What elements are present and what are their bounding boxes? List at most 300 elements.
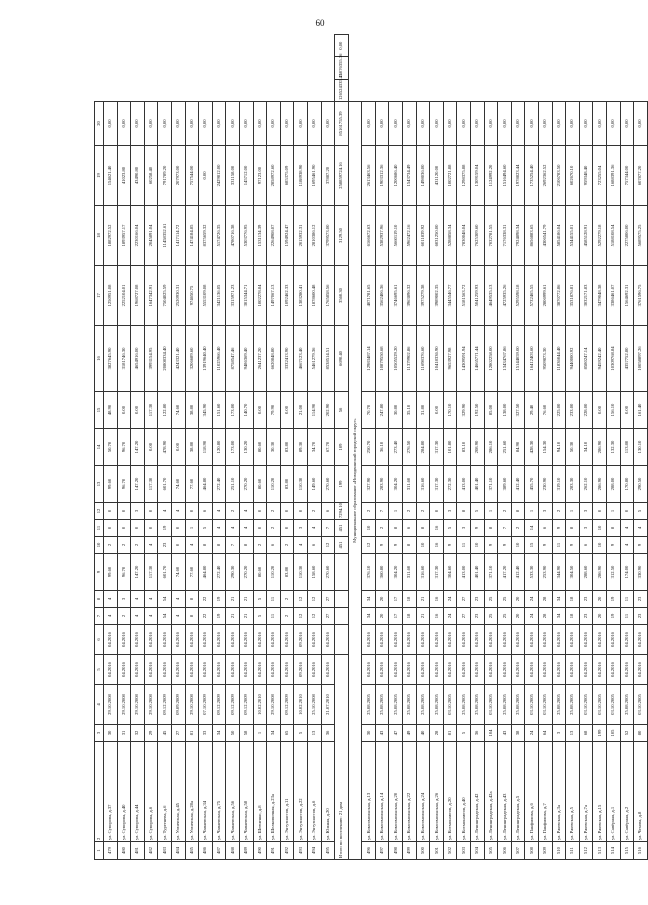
table-row [294, 35, 308, 860]
table-cell: 147.20 [131, 466, 145, 503]
table-cell: 4 [620, 537, 634, 554]
table-cell: 5732465.55 [525, 266, 539, 326]
table-cell: 199 [335, 466, 349, 503]
table-cell: 3975279.38 [416, 266, 430, 326]
table-cell: 7 [95, 608, 104, 625]
table-cell: 485 [185, 842, 199, 860]
table-cell: 9 [471, 520, 485, 537]
table-row [375, 35, 389, 860]
table-cell: 3562406.36 [375, 266, 389, 326]
table-cell: 283.30 [566, 466, 580, 503]
table-cell: 4 [104, 591, 118, 608]
table-cell: 228.00 [579, 392, 593, 429]
table-cell: 2 [131, 537, 145, 554]
table-cell: 959348.40 [579, 146, 593, 206]
table-cell: 45 [158, 725, 172, 742]
table-cell: ул. Чапаевская, д.75 [212, 742, 226, 842]
table-cell: 20 [375, 608, 389, 625]
table-cell: 5553109.08 [199, 266, 213, 326]
table-cell: 16 [430, 608, 444, 625]
table-cell: ул. Чехова, д.8 [634, 742, 648, 842]
table-cell: 371.10 [484, 554, 498, 591]
table-cell: 311.60 [403, 466, 417, 503]
table-cell: 5288858.34 [443, 206, 457, 266]
table-cell: 288.60 [579, 554, 593, 591]
table-cell: 04.2016 [158, 625, 172, 655]
table-cell: 317.30 [430, 466, 444, 503]
table-cell: 25.08.2005 [403, 685, 417, 725]
table-cell: 345.90 [199, 392, 213, 429]
table-cell: 114.90 [307, 392, 321, 429]
table-cell: ул. Ржевская, д.3а [552, 742, 566, 842]
table-cell: 0.00 [280, 392, 294, 429]
table-cell: 3746695.61 [389, 266, 403, 326]
table-cell: 04.2016 [239, 655, 253, 685]
table-cell: 3963896.32 [403, 266, 417, 326]
table-cell: 6031250.00 [430, 206, 444, 266]
table-cell: 1200686.40 [389, 146, 403, 206]
table-cell: 0,00 [307, 102, 321, 146]
table-row [185, 35, 199, 860]
table-cell: 515 [620, 842, 634, 860]
table-cell: 03.10.2005 [525, 685, 539, 725]
table-cell: 85.00 [484, 392, 498, 429]
table-cell: 04.2016 [131, 655, 145, 685]
table-cell: 04.2016 [199, 655, 213, 685]
table-cell: 03.10.2005 [634, 685, 648, 725]
table-cell: 8 [566, 520, 580, 537]
table-cell: 10 [95, 537, 104, 554]
table-cell [335, 625, 349, 655]
table-cell: 0,00 [498, 102, 512, 146]
table-cell: 34 [552, 608, 566, 625]
table-cell: 04.2016 [552, 625, 566, 655]
table-cell: 60258.40 [144, 146, 158, 206]
table-cell: 120.80 [212, 429, 226, 466]
table-cell: 389.60 [498, 466, 512, 503]
table-cell: 1878600.48 [307, 266, 321, 326]
table-cell: 9653927.98 [443, 326, 457, 392]
table-cell: 20 [593, 591, 607, 608]
table-cell: 104 [484, 725, 498, 742]
table-cell: 27 [171, 725, 185, 742]
table-cell: 04.2016 [212, 655, 226, 685]
table-cell: 25 [498, 608, 512, 625]
table-cell: 13 [307, 725, 321, 742]
table-cell: 83.80 [280, 466, 294, 503]
table-cell: 3 [579, 520, 593, 537]
table-cell: 09.09.2009 [171, 685, 185, 725]
table-cell: 492 [280, 842, 294, 860]
table-cell: 0.00 [593, 392, 607, 429]
table-cell: 0 [171, 537, 185, 554]
table-cell: 4 [212, 503, 226, 520]
table-cell: 04.2016 [307, 625, 321, 655]
table-cell: 04.2016 [239, 625, 253, 655]
table-cell: 24 [525, 591, 539, 608]
table-cell: 0,00 [579, 102, 593, 146]
table-cell: 3 [552, 725, 566, 742]
table-cell: 479 [104, 842, 118, 860]
table-cell: 1124992.20 [484, 146, 498, 206]
table-cell: 41023.80 [117, 146, 131, 206]
table-cell: 109 [335, 429, 349, 466]
table-cell: 0.00 [620, 392, 634, 429]
table-cell: 11458352.61 [158, 206, 172, 266]
table-cell: 4 [144, 608, 158, 625]
table-cell: 513 [593, 842, 607, 860]
table-row [620, 35, 634, 860]
table-cell: 2015932.31 [294, 206, 308, 266]
table-cell: 1978823.44 [511, 146, 525, 206]
table-cell: 12 [362, 537, 376, 554]
table-cell: ул. Комсомольская, д.20 [389, 742, 403, 842]
table-cell: 96.70 [117, 429, 131, 466]
table-cell: ул. Суворова, д.40 [117, 742, 131, 842]
table-cell: 13919640.40 [199, 326, 213, 392]
table-cell: 04.2016 [593, 625, 607, 655]
table-cell: 32 [131, 725, 145, 742]
table-cell: 0 [117, 503, 131, 520]
table-cell: 5344155.01 [566, 206, 580, 266]
table-cell: 24 [525, 608, 539, 625]
table-cell: 412.40 [511, 466, 525, 503]
table-cell: 491 [267, 842, 281, 860]
table-cell: 34 [362, 591, 376, 608]
table-cell: 0.00 [253, 392, 267, 429]
table-cell: 9 [389, 537, 403, 554]
table-cell: 5303776.95 [239, 206, 253, 266]
table-cell: 19 [606, 591, 620, 608]
table-cell: 21 [239, 608, 253, 625]
table-cell: 20 [511, 591, 525, 608]
table-cell: 412.40 [511, 554, 525, 591]
table-cell: 161.40 [634, 392, 648, 429]
table-cell: 158.60 [307, 554, 321, 591]
table-cell: 04.2016 [226, 655, 240, 685]
table-cell: 304.50 [566, 554, 580, 591]
total-row [335, 35, 349, 860]
table-cell: 4 [171, 591, 185, 608]
table-cell: 83.10 [457, 429, 471, 466]
table-cell: ул. Суворова, д.44 [131, 742, 145, 842]
table-cell: ул. Шевченко, д.8 [253, 742, 267, 842]
table-cell: 1417114.72 [171, 206, 185, 266]
table-cell: 4071781.65 [362, 266, 376, 326]
table-cell: 512 [579, 842, 593, 860]
table-cell: 1 [185, 520, 199, 537]
table-cell: 04.2016 [389, 625, 403, 655]
table-cell: 6 [321, 503, 335, 520]
table-cell: 8 [185, 591, 199, 608]
table-cell: 09.12.2009 [280, 685, 294, 725]
table-cell: 4243321.40 [171, 326, 185, 392]
table-cell: 1 [484, 503, 498, 520]
table-cell: 04.2016 [307, 655, 321, 685]
table-cell: 2 [117, 537, 131, 554]
table-cell: 25.08.2005 [416, 685, 430, 725]
table-cell: 0 [280, 520, 294, 537]
table-cell: 04.2016 [321, 655, 335, 685]
table-cell: 170.10 [443, 392, 457, 429]
table-cell: 09.12.2009 [158, 685, 172, 725]
table-cell: 273.40 [389, 429, 403, 466]
table-cell: 3 [117, 591, 131, 608]
table-cell: 04.2016 [416, 655, 430, 685]
table-cell: 4 [95, 685, 104, 725]
table-cell: ул. Угличская, д.28а [185, 742, 199, 842]
table-cell: 757344.00 [620, 146, 634, 206]
table-cell: 6620848.80 [267, 326, 281, 392]
table-cell: 47 [389, 725, 403, 742]
table-cell: 3386461.07 [606, 266, 620, 326]
table-cell: 04.2016 [171, 655, 185, 685]
table-cell: 68 [579, 725, 593, 742]
table-cell: 0 [144, 503, 158, 520]
table-cell: 74.60 [171, 392, 185, 429]
table-cell: 23 [579, 591, 593, 608]
table-cell: 25.08.2005 [566, 685, 580, 725]
table-cell: 2 [552, 503, 566, 520]
table-cell: 0,00 [389, 102, 403, 146]
table-cell: 6 [267, 537, 281, 554]
table-cell: 50.70 [104, 429, 118, 466]
table-cell: 11 [620, 608, 634, 625]
table-cell: 2252104.01 [117, 266, 131, 326]
table-cell: 04.2016 [498, 625, 512, 655]
table-cell: 04.2016 [443, 625, 457, 655]
table-cell: 0.00 [430, 392, 444, 429]
table-cell: 5292279.18 [593, 206, 607, 266]
table-cell: 304.60 [443, 554, 457, 591]
table-cell: 4 [307, 520, 321, 537]
table-cell: 3 [95, 725, 104, 742]
table-cell: 04.2016 [634, 655, 648, 685]
table-cell: 498 [389, 842, 403, 860]
table-cell: ул. Космонавтов, д.40 [457, 742, 471, 842]
table-cell: 11 [267, 608, 281, 625]
table-cell: 03.10.2005 [606, 685, 620, 725]
table-cell: 04.2016 [593, 655, 607, 685]
table-cell: 37887.20 [321, 146, 335, 206]
table-cell: 8758547.46 [226, 326, 240, 392]
table-cell: 4357752.80 [620, 326, 634, 392]
table-cell: 481 [131, 842, 145, 860]
table-cell: 4 [634, 520, 648, 537]
table-cell: 19 [212, 591, 226, 608]
table-cell: 35.10 [403, 392, 417, 429]
table-cell: 5962472.16 [403, 206, 417, 266]
table-cell: 7032781.55 [484, 206, 498, 266]
table-cell: 4 [144, 591, 158, 608]
table-cell: ул. Чапаевская, д.56 [226, 742, 240, 842]
table-cell: 15 [525, 537, 539, 554]
table-cell: 431120.00 [430, 146, 444, 206]
table-cell: 2 [403, 503, 417, 520]
table-cell: ул. Чапаевская, д.34 [199, 742, 213, 842]
table-cell: 276.50 [403, 429, 417, 466]
table-row [239, 35, 253, 860]
table-cell: 79.90 [267, 392, 281, 429]
table-cell: 3 [457, 520, 471, 537]
table-cell: 0 [294, 503, 308, 520]
table-cell: 3421136.05 [212, 266, 226, 326]
table-cell: 502 [443, 842, 457, 860]
table-cell: 272.40 [212, 554, 226, 591]
table-cell: 6 [95, 625, 104, 655]
table-row [593, 35, 607, 860]
table-row [171, 35, 185, 860]
table-cell: 0,00 [566, 102, 580, 146]
table-cell: 14 [95, 429, 104, 466]
table-cell: 07.10.2009 [199, 685, 213, 725]
table-cell: 2 [117, 608, 131, 625]
table-cell: 497 [375, 842, 389, 860]
table-cell: 20808334.40 [158, 326, 172, 392]
table-cell: 319.10 [552, 466, 566, 503]
table-cell: 2429812.00 [212, 146, 226, 206]
table-cell: 14665771.44 [471, 326, 485, 392]
table-cell: 0,00 [212, 102, 226, 146]
table-cell: 03.10.2005 [539, 685, 553, 725]
table-cell: 5854186.04 [552, 206, 566, 266]
table-cell: 974650.75 [185, 266, 199, 326]
table-cell: 192.50 [471, 392, 485, 429]
table-cell: 101.80 [443, 429, 457, 466]
table-cell: 04.2016 [185, 625, 199, 655]
table-cell: 74.60 [171, 554, 185, 591]
table-cell: 3989002.35 [430, 266, 444, 326]
table-row [280, 35, 294, 860]
table-cell: 9 [95, 554, 104, 591]
table-cell: 317.30 [430, 429, 444, 466]
table-cell: 4 [239, 520, 253, 537]
table-cell: 9 [539, 537, 553, 554]
table-cell: 311.60 [403, 554, 417, 591]
table-cell: 04.2016 [226, 625, 240, 655]
table-cell: 0,00 [185, 102, 199, 146]
table-cell: 34 [552, 591, 566, 608]
table-cell: 23 [634, 608, 648, 625]
table-cell: 4 [226, 520, 240, 537]
table-cell: 757544.00 [185, 146, 199, 206]
table-cell: 99.60 [104, 466, 118, 503]
table-cell: ул. Комсомольская, д.13 [362, 742, 376, 842]
table-cell: 11 [267, 591, 281, 608]
table-cell: 04.2016 [457, 625, 471, 655]
table-cell: 25.08.2005 [457, 685, 471, 725]
table-cell: 0 [253, 503, 267, 520]
table-cell: 25.08.2005 [471, 685, 485, 725]
table-cell: 290.30 [226, 554, 240, 591]
table-cell: 12 [321, 537, 335, 554]
table-cell: 4649535.13 [484, 266, 498, 326]
table-cell: 04.2016 [375, 625, 389, 655]
table-cell: 199 [593, 725, 607, 742]
table-cell: 13 [95, 466, 104, 503]
table-cell: 96.70 [117, 554, 131, 591]
table-cell: 04.2016 [539, 655, 553, 685]
table-row [253, 35, 267, 860]
table-cell: 29.40 [525, 392, 539, 429]
table-cell: 360.80 [375, 554, 389, 591]
table-cell: 9 [552, 520, 566, 537]
table-cell: 28 [539, 608, 553, 625]
table-cell: 9440000.92 [566, 326, 580, 392]
table-cell: ул. Космонавтов, д.20 [443, 742, 457, 842]
table-cell: 18 [403, 591, 417, 608]
table-cell: 272.40 [212, 466, 226, 503]
table-cell: 270.20 [239, 466, 253, 503]
table-cell: 5 [253, 591, 267, 608]
table-cell: 04.2016 [158, 655, 172, 685]
table-cell: 464.80 [199, 466, 213, 503]
table-cell: 1250951.08 [104, 266, 118, 326]
table-cell: 126524335.41 [335, 79, 349, 101]
table-cell: 1695461.90 [307, 146, 321, 206]
table-cell [335, 591, 349, 608]
table-cell: 1903312.36 [375, 146, 389, 206]
table-cell: 1735254.40 [525, 146, 539, 206]
table-cell: 64 [539, 725, 553, 742]
table-cell: 151.60 [212, 392, 226, 429]
table-cell: 484 [171, 842, 185, 860]
table-cell: 2 [267, 503, 281, 520]
register-table [94, 34, 648, 860]
table-cell: ул. Суворова, д.37 [104, 742, 118, 842]
table-cell: 0,00 [375, 102, 389, 146]
table-cell: 0,00 [144, 102, 158, 146]
table-cell: 138.00 [498, 392, 512, 429]
table-cell: 7830048.04 [457, 206, 471, 266]
table-cell: 117.30 [144, 466, 158, 503]
table-cell: 34.10 [579, 429, 593, 466]
table-cell: 2 [362, 503, 376, 520]
table-cell: ул. Сапёрная, д.2 [620, 742, 634, 842]
table-cell [335, 554, 349, 591]
table-cell: 5 [471, 503, 485, 520]
table-cell: 7625309.60 [471, 206, 485, 266]
table-cell: 509 [539, 842, 553, 860]
table-cell: 258859724.16 [335, 146, 349, 206]
table-cell: 8 [403, 537, 417, 554]
table-cell: 04.2016 [566, 625, 580, 655]
table-cell: 344.90 [552, 554, 566, 591]
table-cell: 2692362.52 [539, 146, 553, 206]
table-cell: 9486369.40 [239, 326, 253, 392]
table-cell: 04.2016 [131, 625, 145, 655]
table-cell: 04.2016 [484, 655, 498, 685]
table-cell: 413.00 [457, 466, 471, 503]
table-cell: ул. Сапёрная, д.1 [606, 742, 620, 842]
table-cell: 74.60 [171, 466, 185, 503]
table-cell: 105 [606, 725, 620, 742]
table-cell: 70.70 [362, 392, 376, 429]
table-cell: ул. Ржевская, д.7а [579, 742, 593, 842]
table-cell: 685375.09 [280, 146, 294, 206]
table-cell: ул. Ржевская, д.5 [566, 742, 580, 842]
table-cell: 428.30 [525, 429, 539, 466]
table-cell: 3870772.86 [552, 266, 566, 326]
table-cell: ул. Энтузиастов, д.11 [280, 742, 294, 842]
table-cell: 09.12.2009 [239, 685, 253, 725]
table-cell: 04.2016 [171, 625, 185, 655]
table-cell: 03.10.2005 [579, 685, 593, 725]
table-cell: 0,00 [443, 102, 457, 146]
table-cell: 8375659.32 [199, 206, 213, 266]
table-cell: 77.60 [185, 554, 199, 591]
table-cell: 25.08.2005 [498, 685, 512, 725]
